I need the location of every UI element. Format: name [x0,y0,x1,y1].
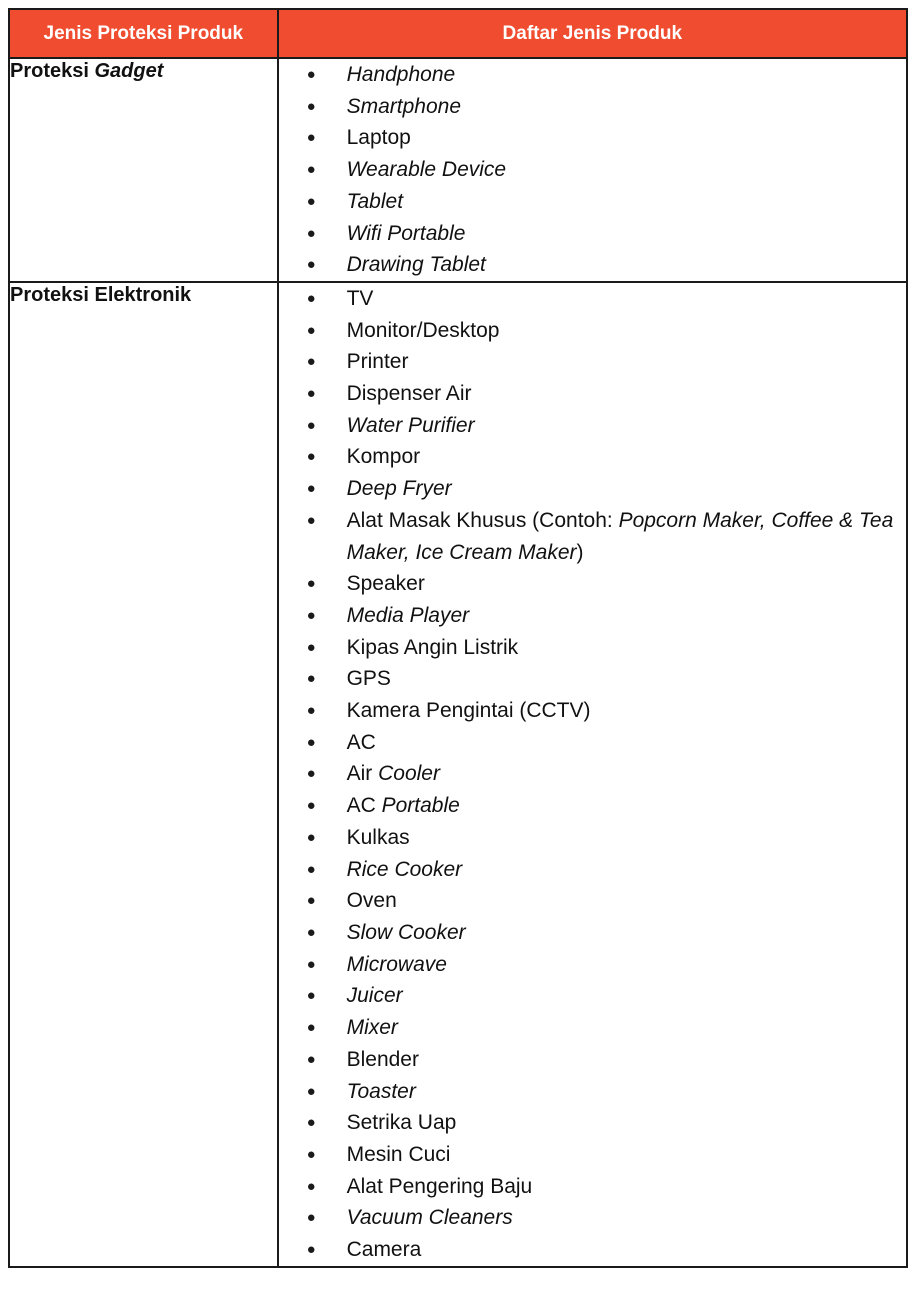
list-item [279,154,906,186]
list-item [279,632,906,664]
list-item [279,410,906,442]
list-item [279,695,906,727]
list-item-text: Kamera Pengintai (CCTV) [346,699,591,723]
list-item [279,917,906,949]
list-item-text: Kipas Angin Listrik [346,635,519,659]
list-item-text: Printer [346,350,409,374]
list-item-text: Portable [381,794,460,818]
list-item [279,1171,906,1203]
list-item [279,186,906,218]
list-item [279,283,906,315]
category-cell [9,58,278,282]
table-header-row [9,9,907,58]
table-row [9,58,907,282]
list-item [279,473,906,505]
list-item [279,441,906,473]
product-protection-table [8,8,908,1268]
list-item [279,122,906,154]
list-item-text: Deep Fryer [346,477,452,501]
list-item-text: Laptop [346,126,411,150]
list-item [279,249,906,281]
list-item [279,346,906,378]
list-item [279,1234,906,1266]
list-item [279,758,906,790]
list-item-text: Water Purifier [346,413,475,437]
list-item-text: Dispenser Air [346,382,472,406]
list-item [279,854,906,886]
list-item-text: Wifi Portable [346,221,466,245]
list-item [279,790,906,822]
product-list-cell [278,58,907,282]
list-item [279,1202,906,1234]
list-item [279,1139,906,1171]
category-label-italic: Gadget [94,60,164,82]
header-product-list: Daftar Jenis Produk [278,9,907,58]
list-item-text: Media Player [346,603,470,627]
list-item-text: Kulkas [346,825,410,849]
product-list [279,59,906,281]
category-label: Proteksi [10,60,95,82]
list-item-text: Toaster [346,1079,416,1103]
list-item [279,1076,906,1108]
list-item-text: Speaker [346,572,425,596]
list-item-text: ) [576,540,584,564]
list-item-text: Alat Masak Khusus (Contoh: [346,508,619,532]
list-item [279,949,906,981]
list-item-text: Air [346,762,379,786]
list-item-text: Blender [346,1047,419,1071]
list-item-text: Vacuum Cleaners [346,1206,513,1230]
list-item-text: Wearable Device [346,158,507,182]
list-item-text: Microwave [346,952,447,976]
list-item-text: Setrika Uap [346,1111,457,1135]
list-item [279,568,906,600]
list-item-text: Handphone [346,63,456,86]
list-item-text: AC [346,794,382,818]
product-list [279,283,906,1266]
list-item [279,218,906,250]
list-item [279,885,906,917]
list-item-text: Drawing Tablet [346,253,486,277]
list-item-text: TV [346,286,374,310]
header-protection-type: Jenis Proteksi Produk [9,9,278,58]
list-item-text: AC [346,730,376,754]
list-item-text: Slow Cooker [346,920,466,944]
list-item-text: Mixer [346,1016,398,1040]
list-item-text: Cooler [378,762,440,786]
list-item [279,315,906,347]
list-item [279,378,906,410]
list-item [279,727,906,759]
list-item [279,822,906,854]
category-label: Proteksi Elektronik [10,283,192,306]
list-item-text: Smartphone [346,94,461,118]
category-cell [9,282,278,1267]
list-item-text: Oven [346,889,397,913]
list-item-text: Monitor/Desktop [346,318,500,342]
list-item [279,505,906,568]
list-item [279,59,906,91]
list-item [279,1012,906,1044]
list-item [279,91,906,123]
list-item-text: Camera [346,1238,422,1262]
list-item-text: Tablet [346,189,404,213]
list-item [279,663,906,695]
list-item-text: Alat Pengering Baju [346,1174,533,1198]
table-row [9,282,907,1267]
list-item-text: Popcorn Maker, Coffee & Tea Maker, Ice Cream Maker [346,508,894,564]
list-item-text: GPS [346,667,391,691]
list-item-text: Mesin Cuci [346,1142,451,1166]
list-item [279,1107,906,1139]
product-list-cell [278,282,907,1267]
list-item-text: Rice Cooker [346,857,463,881]
list-item [279,980,906,1012]
list-item-text: Juicer [346,984,403,1008]
list-item [279,600,906,632]
list-item-text: Kompor [346,445,421,469]
list-item [279,1044,906,1076]
